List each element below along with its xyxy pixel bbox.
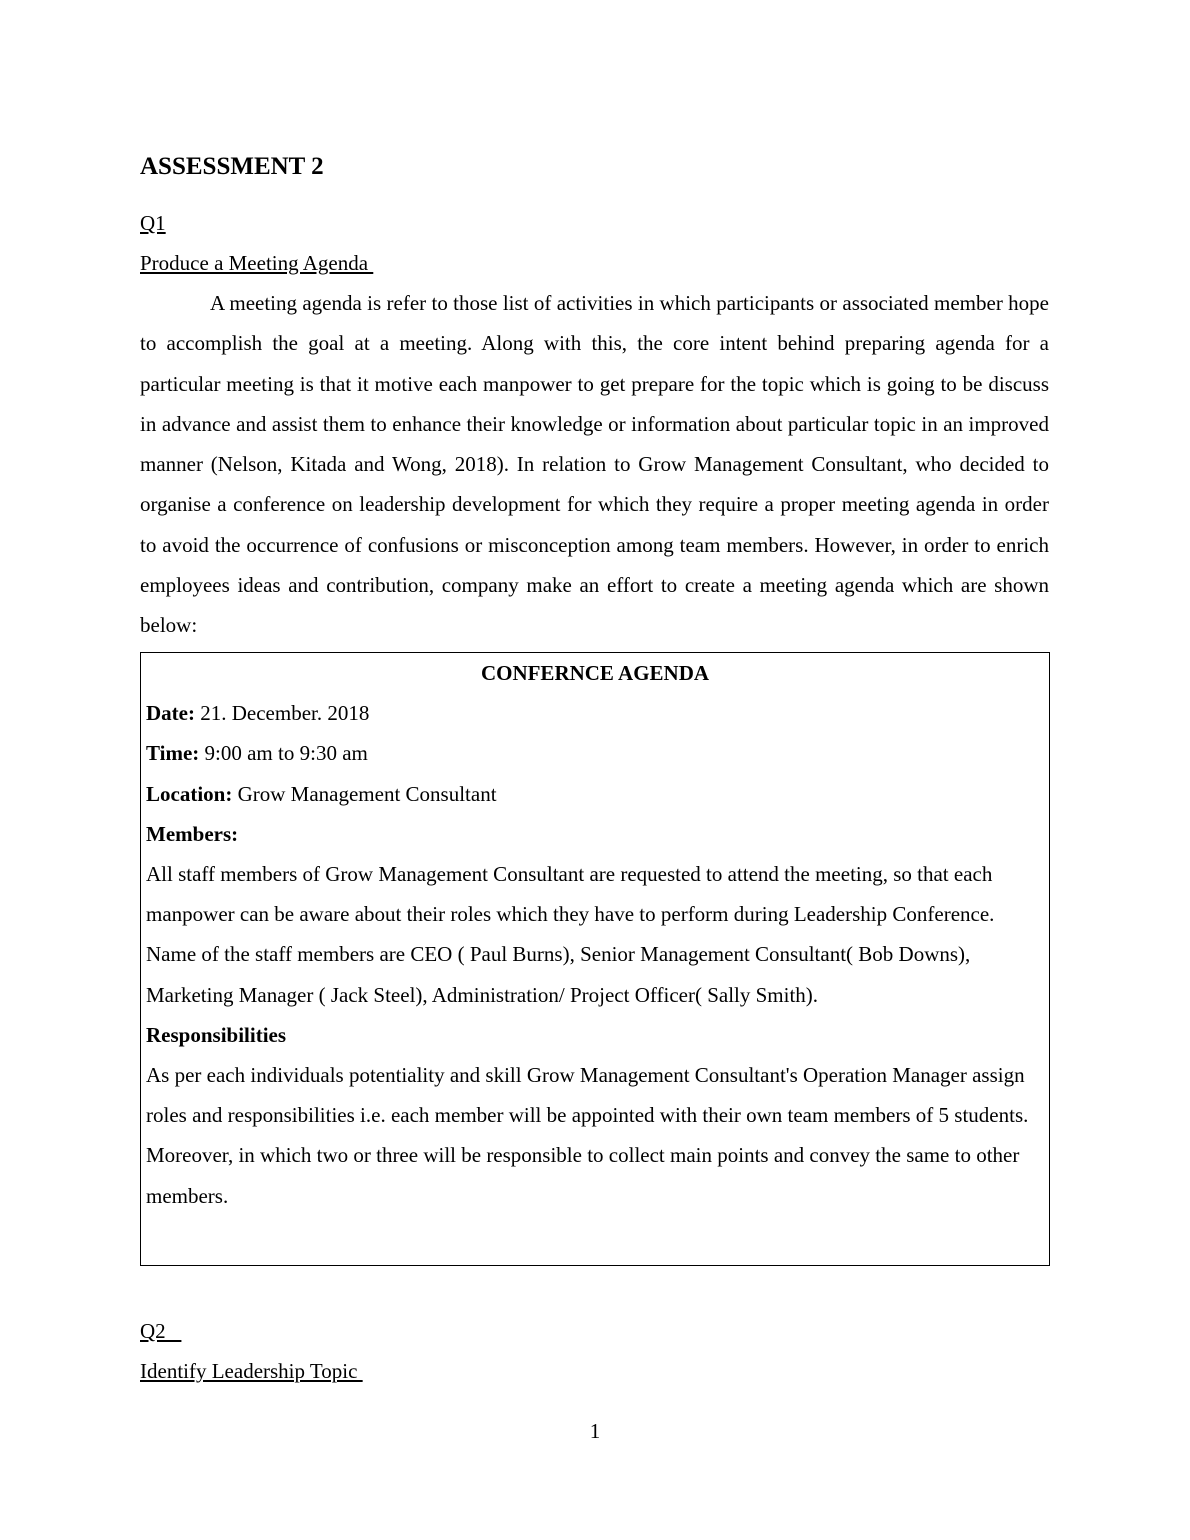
agenda-location-line bbox=[146, 774, 1044, 814]
agenda-content bbox=[146, 653, 1044, 1216]
page-number: 1 bbox=[589, 1419, 601, 1443]
agenda-time-value: 9:00 am to 9:30 am bbox=[199, 741, 368, 766]
question-2-label: Q2 bbox=[140, 1319, 182, 1343]
agenda-date-label: Date: bbox=[146, 701, 195, 726]
agenda-location-label: Location: bbox=[146, 781, 233, 806]
agenda-responsibilities-heading: Responsibilities bbox=[146, 1022, 287, 1047]
question-2-heading: Identify Leadership Topic bbox=[140, 1359, 363, 1383]
question-1-label: Q1 bbox=[140, 211, 166, 235]
conference-agenda-box bbox=[140, 652, 1050, 1266]
question-1-heading: Produce a Meeting Agenda bbox=[140, 251, 374, 275]
agenda-responsibilities-text: As per each individuals potentiality and skill Grow Management Consultant's Operation Manager assign roles and responsibilities i.e. each member will be appointed with their own team members of 5 students. Moreover, in which two or three will be responsible to collect main points and convey the same to other members. bbox=[146, 1063, 1029, 1208]
agenda-members-text: All staff members of Grow Management Consultant are requested to attend the meeting, so that each manpower can be aware about their roles which they have to perform during Leadership Conference. Name of the staff members are CEO ( Paul Burns), Senior Management Consultant( Bob Downs), Marketing Manager ( Jack Steel), Administration/ Project Officer( Sally Smith). bbox=[146, 862, 995, 1007]
agenda-date-value: 21. December. 2018 bbox=[194, 701, 370, 726]
agenda-time-line bbox=[146, 733, 1044, 773]
agenda-title: CONFERNCE AGENDA bbox=[480, 661, 710, 685]
document-title: ASSESSMENT 2 bbox=[140, 153, 324, 180]
agenda-date-line bbox=[146, 693, 1044, 733]
agenda-time-label: Time: bbox=[146, 741, 200, 766]
question-1-paragraph: A meeting agenda is refer to those list of activities in which participants or associated member hope to accomplish the goal at a meeting. Along with this, the core intent behind preparing agenda for a particular meeting is that it motive each manpower to get prepare for the topic which is going to be discuss in advance and assist them to enhance their knowledge or information about particular topic in an improved manner (Nelson, Kitada and Wong, 2018). In relation to Grow Management Consultant, who decided to organise a conference on leadership development for which they require a proper meeting agenda in order to avoid the occurrence of confusions or misconception among team members. However, in order to enrich employees ideas and contribution, company make an effort to create a meeting agenda which are shown below: bbox=[140, 291, 1049, 638]
agenda-members-heading: Members: bbox=[146, 821, 239, 846]
agenda-location-value: Grow Management Consultant bbox=[232, 781, 497, 806]
